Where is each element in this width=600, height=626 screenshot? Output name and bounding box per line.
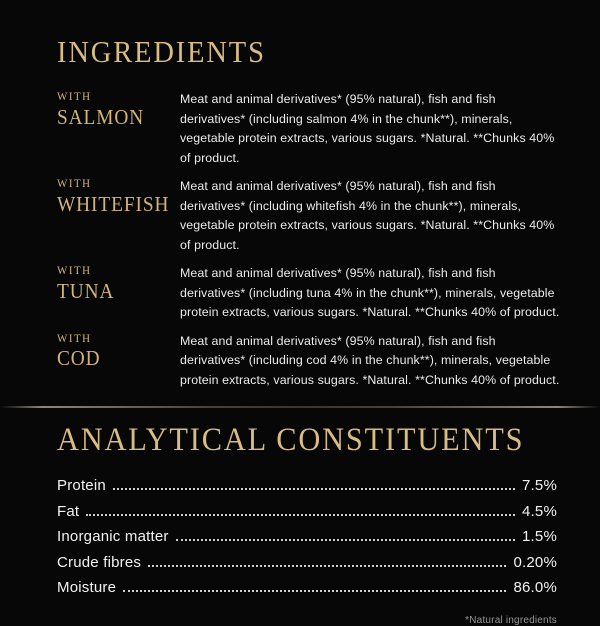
ingredient-name: SALMON xyxy=(57,104,145,129)
ingredient-label xyxy=(57,332,180,370)
analytical-row-inorganic-matter xyxy=(57,528,557,554)
analytical-row-protein xyxy=(57,477,557,503)
row-value: 86.0% xyxy=(513,579,557,596)
ingredient-prefix: WITH xyxy=(57,178,92,190)
row-label: Moisture xyxy=(57,579,117,596)
row-value: 0.20% xyxy=(513,553,557,571)
dotted-leader xyxy=(123,590,506,592)
dotted-leader xyxy=(148,565,506,567)
natural-ingredients-footnote: *Natural ingredients xyxy=(465,614,557,626)
ingredient-item-salmon xyxy=(57,90,560,168)
ingredient-item-cod xyxy=(57,332,560,391)
row-value: 1.5% xyxy=(522,528,557,545)
ingredients-list xyxy=(57,90,560,390)
ingredient-label xyxy=(57,90,180,128)
analytical-constituents-list xyxy=(57,477,560,605)
dotted-leader xyxy=(176,539,515,541)
ingredient-item-whitefish xyxy=(57,177,560,255)
section-divider xyxy=(0,406,600,408)
ingredient-label xyxy=(57,264,180,302)
analytical-row-crude-fibres xyxy=(57,554,557,580)
ingredient-label xyxy=(57,177,180,215)
ingredient-item-tuna xyxy=(57,264,560,323)
ingredient-name: COD xyxy=(57,346,101,370)
analytical-row-moisture xyxy=(57,579,557,605)
row-label: Protein xyxy=(57,477,106,494)
row-label: Fat xyxy=(57,502,80,520)
row-label: Inorganic matter xyxy=(57,528,169,545)
ingredient-prefix: WITH xyxy=(57,332,92,345)
row-label: Crude fibres xyxy=(57,553,142,571)
dotted-leader xyxy=(113,488,515,490)
ingredient-prefix: WITH xyxy=(57,91,92,103)
ingredient-description: Meat and animal derivatives* (95% natural), fish and fish derivatives* (including salmon 4% in the chunk**), minerals, vegetable protein extracts, various sugars. *Natural. **Chunks 40% of product. xyxy=(180,92,555,165)
analytical-row-fat xyxy=(57,503,557,529)
row-value: 4.5% xyxy=(522,502,557,520)
ingredient-name: TUNA xyxy=(57,278,115,303)
ingredients-title: INGREDIENTS xyxy=(57,34,266,69)
ingredient-description: Meat and animal derivatives* (95% natural), fish and fish derivatives* (including tuna 4% in the chunk**), minerals, vegetable protein extracts, various sugars. *Natural. **Chunks 40% of product. xyxy=(180,266,560,319)
ingredient-description: Meat and animal derivatives* (95% natural), fish and fish derivatives* (including cod 4% in the chunk**), minerals, vegetable protein extracts, various sugars. *Natural. **Chunks 40% of product. xyxy=(180,333,560,387)
analytical-constituents-title: ANALYTICAL CONSTITUENTS xyxy=(57,422,525,458)
row-value: 7.5% xyxy=(522,477,557,494)
ingredient-description: Meat and animal derivatives* (95% natural), fish and fish derivatives* (including whitefish 4% in the chunk**), minerals, vegetable protein extracts, various sugars. *Natural. **Chunks 40% of product. xyxy=(180,179,555,252)
ingredient-prefix: WITH xyxy=(57,265,92,277)
dotted-leader xyxy=(86,514,515,516)
ingredient-name: WHITEFISH xyxy=(57,191,170,216)
